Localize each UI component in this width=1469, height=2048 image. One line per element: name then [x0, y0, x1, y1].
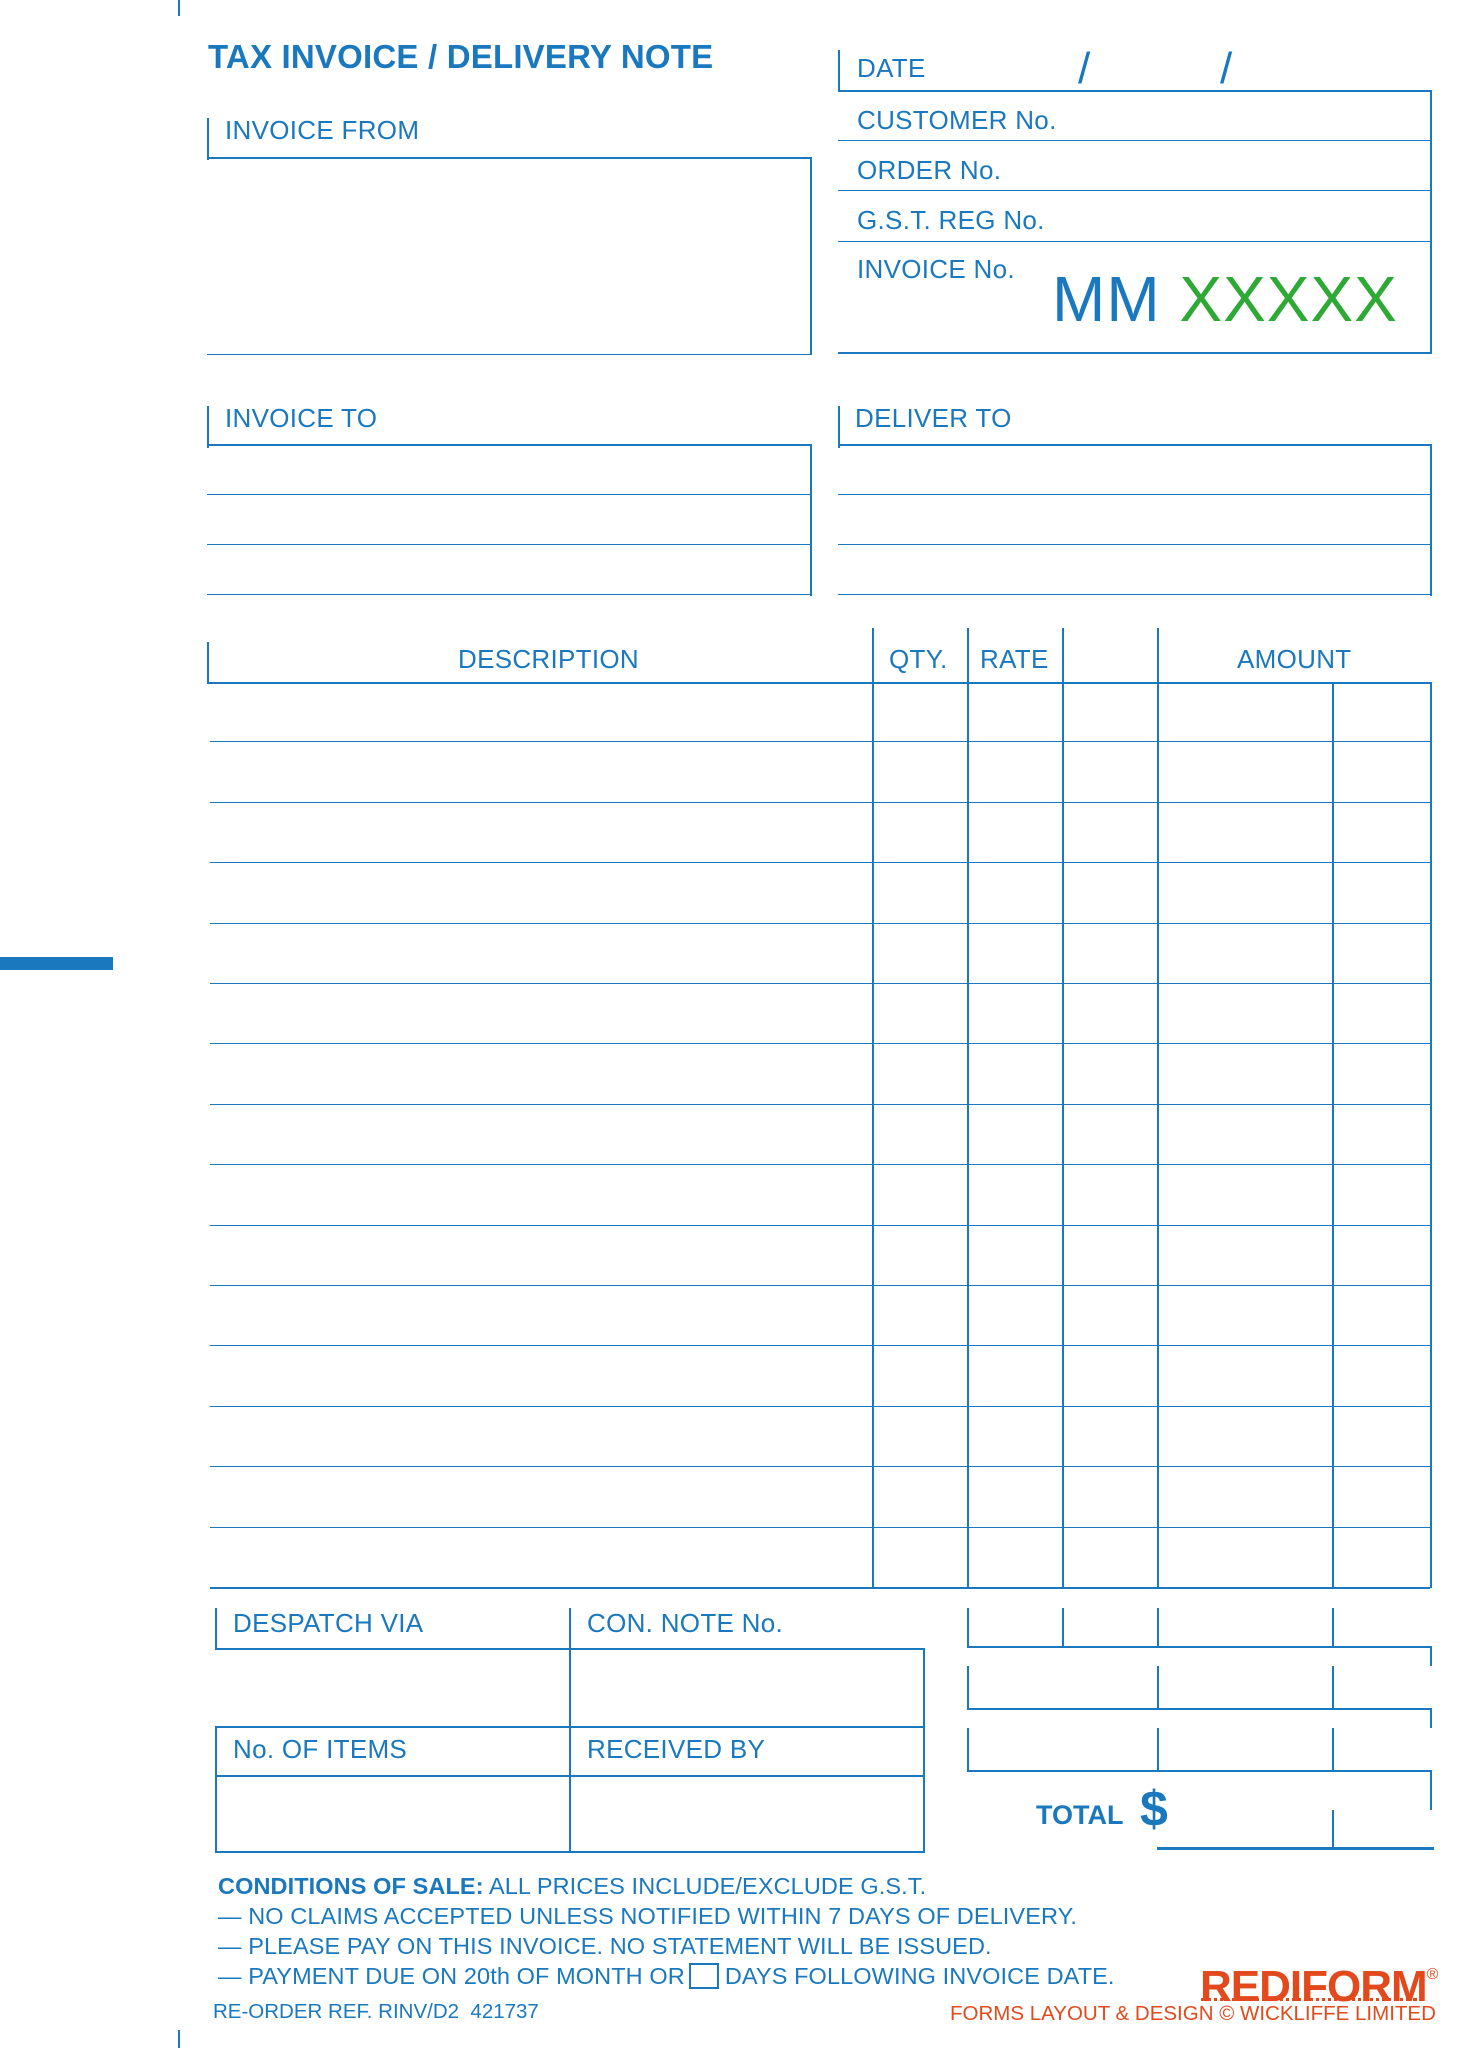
trim-mark-top	[178, 0, 180, 16]
order-no-label: ORDER No.	[857, 155, 1002, 185]
table-row[interactable]	[210, 1528, 1430, 1588]
received-by-label: RECEIVED BY	[587, 1734, 766, 1764]
table-row[interactable]	[210, 924, 1430, 984]
col-header-amount: AMOUNT	[1237, 644, 1352, 674]
col-header-qty: QTY.	[889, 644, 948, 674]
table-row[interactable]	[210, 1165, 1430, 1225]
table-row[interactable]	[210, 1105, 1430, 1165]
invoice-number-prefix: MM	[1052, 263, 1161, 335]
date-label: DATE	[857, 53, 926, 83]
table-row[interactable]	[210, 682, 1430, 742]
conditions-days-following: DAYS FOLLOWING INVOICE DATE.	[724, 1963, 1115, 1989]
table-row[interactable]	[210, 803, 1430, 863]
date-separator-1: /	[1078, 44, 1091, 93]
despatch-via-label: DESPATCH VIA	[233, 1608, 424, 1638]
conditions-line-2: — PLEASE PAY ON THIS INVOICE. NO STATEMENT WILL BE ISSUED.	[218, 1933, 992, 1959]
conditions-line-3	[218, 1963, 1115, 1990]
order-no-field[interactable]	[1010, 148, 1425, 188]
table-row[interactable]	[210, 742, 1430, 802]
invoice-to-line-2[interactable]	[207, 544, 812, 545]
date-separator-2: /	[1220, 44, 1233, 93]
deliver-to-line-1[interactable]	[838, 494, 1432, 495]
invoice-no-label: INVOICE No.	[857, 254, 1015, 284]
days-checkbox[interactable]	[689, 1963, 719, 1989]
customer-no-field[interactable]	[1070, 98, 1425, 138]
table-row[interactable]	[210, 1346, 1430, 1406]
total-amount-field[interactable]	[1160, 1800, 1430, 1844]
gst-reg-no-field[interactable]	[1060, 198, 1425, 238]
rediform-logo-text: REDIFORM	[1200, 1962, 1427, 2011]
form-title: TAX INVOICE / DELIVERY NOTE	[208, 38, 714, 75]
con-note-no-label: CON. NOTE No.	[587, 1608, 784, 1638]
rediform-registered-mark: ®	[1426, 1966, 1438, 1983]
invoice-number	[1052, 262, 1398, 336]
no-of-items-label: No. OF ITEMS	[233, 1734, 408, 1764]
table-row[interactable]	[210, 1286, 1430, 1346]
conditions-heading: CONDITIONS OF SALE:	[218, 1873, 484, 1899]
received-by-field[interactable]	[572, 1778, 921, 1850]
total-currency-symbol: $	[1140, 1781, 1168, 1837]
conditions-line-0	[218, 1873, 926, 1900]
deliver-to-line-2[interactable]	[838, 544, 1432, 545]
row-rule	[210, 1587, 1430, 1589]
table-row[interactable]	[210, 984, 1430, 1044]
side-tab-marker	[0, 957, 113, 970]
table-row[interactable]	[210, 863, 1430, 923]
customer-no-label: CUSTOMER No.	[857, 105, 1057, 135]
invoice-to-line-3[interactable]	[207, 594, 812, 595]
con-note-no-field[interactable]	[572, 1651, 921, 1725]
gst-reg-no-label: G.S.T. REG No.	[857, 205, 1045, 235]
invoice-from-area[interactable]	[207, 354, 812, 355]
invoice-from-label: INVOICE FROM	[225, 115, 420, 145]
table-row[interactable]	[210, 1044, 1430, 1104]
invoice-to-line-1[interactable]	[207, 494, 812, 495]
invoice-number-digits: XXXXX	[1179, 263, 1398, 335]
conditions-gst-note: ALL PRICES INCLUDE/EXCLUDE G.S.T.	[488, 1873, 927, 1899]
deliver-to-line-3[interactable]	[838, 594, 1432, 595]
forms-credit: FORMS LAYOUT & DESIGN © WICKLIFFE LIMITED	[950, 2002, 1436, 2025]
rediform-logo-underline	[1201, 1998, 1417, 2001]
table-right-edge	[1430, 682, 1432, 1588]
trim-mark-bottom	[178, 2030, 180, 2048]
col-header-rate: RATE	[980, 644, 1049, 674]
despatch-via-field[interactable]	[218, 1651, 567, 1725]
table-row[interactable]	[210, 1467, 1430, 1527]
conditions-payment-due: — PAYMENT DUE ON 20th OF MONTH OR	[218, 1963, 685, 1989]
table-row[interactable]	[210, 1226, 1430, 1286]
date-field[interactable]	[920, 48, 1230, 88]
table-row[interactable]	[210, 1407, 1430, 1467]
conditions-line-1: — NO CLAIMS ACCEPTED UNLESS NOTIFIED WITHIN 7 DAYS OF DELIVERY.	[218, 1903, 1078, 1929]
reorder-ref: RE-ORDER REF. RINV/D2 421737	[213, 2000, 539, 2023]
total-label: TOTAL	[1036, 1800, 1124, 1830]
no-of-items-field[interactable]	[218, 1778, 567, 1850]
invoice-to-label: INVOICE TO	[225, 403, 378, 433]
col-header-description: DESCRIPTION	[458, 644, 639, 674]
deliver-to-label: DELIVER TO	[855, 403, 1012, 433]
